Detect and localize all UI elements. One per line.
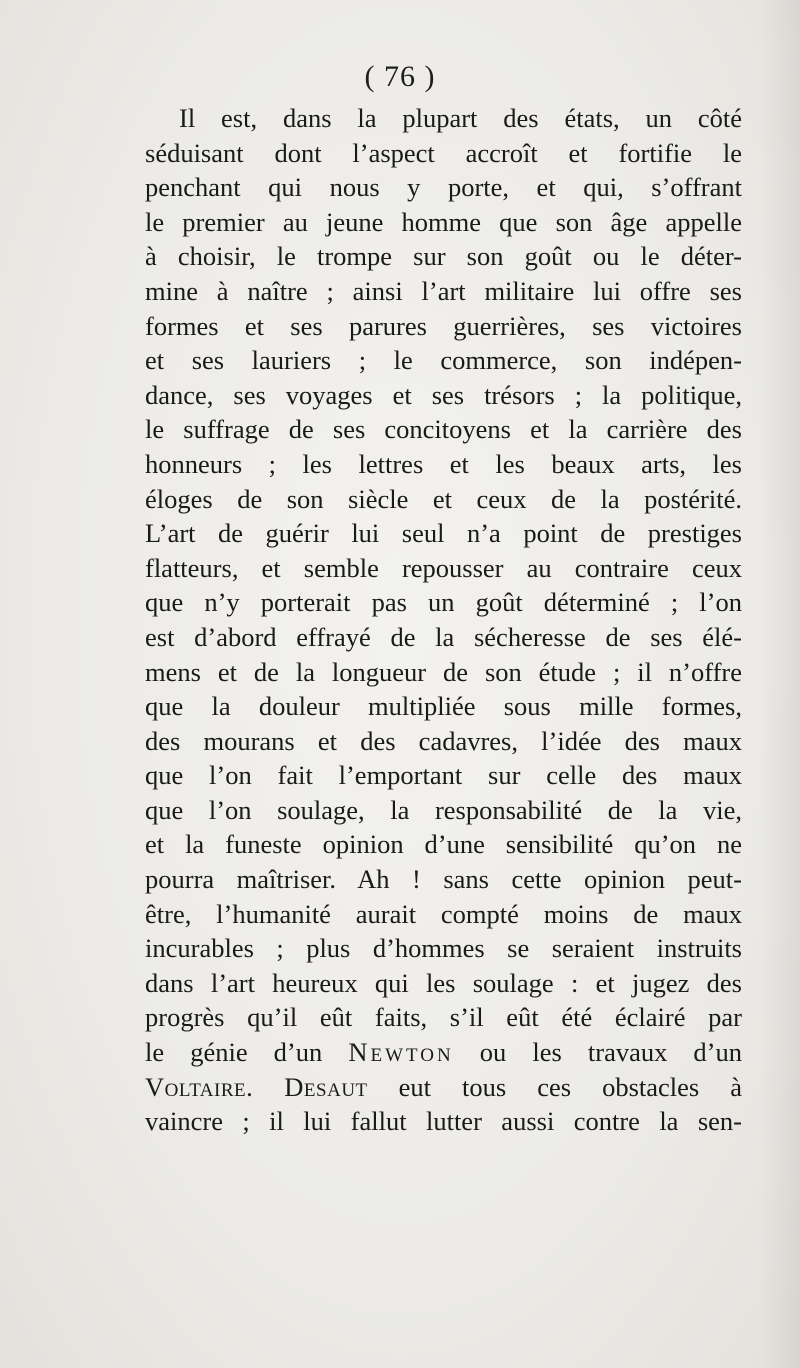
text-line: éloges de son siècle et ceux de la postérité.: [145, 483, 742, 514]
text-line: penchant qui nous y porte, et qui, s’offrant: [145, 172, 742, 203]
text-line: flatteurs, et semble repousser au contraire ceux: [145, 552, 742, 583]
text-line: progrès qu’il eût faits, s’il eût été éclairé par: [145, 1002, 742, 1033]
text-line: séduisant dont l’aspect accroît et fortifie le: [145, 137, 742, 168]
text-segment: eut tous ces obstacles à: [398, 1071, 742, 1102]
text-line: Il est, dans la plupart des états, un côté: [179, 103, 742, 133]
text-line: le premier au jeune homme que son âge appelle: [145, 206, 742, 237]
text-line: est d’abord effrayé de la sécheresse de ses élé-: [145, 621, 742, 652]
page-number: ( 76 ): [364, 60, 436, 93]
person-name-voltaire: Voltaire.: [145, 1071, 254, 1102]
text-line: vaincre ; il lui fallut lutter aussi contre la sen-: [145, 1106, 742, 1137]
text-segment: le génie d’un: [145, 1037, 323, 1068]
person-name-desaut: Desaut: [284, 1071, 368, 1102]
text-line: et la funeste opinion d’une sensibilité qu’on ne: [145, 829, 742, 860]
text-line: pourra maîtriser. Ah ! sans cette opinion peut-: [145, 864, 742, 895]
text-line: que l’on fait l’emportant sur celle des maux: [145, 760, 742, 791]
text-line-newton: [145, 1035, 742, 1070]
text-line: que l’on soulage, la responsabilité de la vie,: [145, 794, 742, 825]
text-line: des mourans et des cadavres, l’idée des maux: [145, 725, 742, 756]
text-line: dans l’art heureux qui les soulage : et jugez des: [145, 967, 742, 998]
text-line: que la douleur multipliée sous mille formes,: [145, 691, 742, 722]
text-line: L’art de guérir lui seul n’a point de prestiges: [145, 518, 742, 549]
text-line-voltaire: [145, 1070, 742, 1105]
text-line: que n’y porterait pas un goût déterminé ; l’on: [145, 587, 742, 618]
text-line: et ses lauriers ; le commerce, son indépen-: [145, 345, 742, 376]
text-line: mine à naître ; ainsi l’art militaire lui offre ses: [145, 275, 742, 306]
text-line: honneurs ; les lettres et les beaux arts, les: [145, 448, 742, 479]
text-line: mens et de la longueur de son étude ; il n’offre: [145, 656, 742, 687]
text-line: à choisir, le trompe sur son goût ou le déter-: [145, 241, 742, 272]
text-segment: ou les travaux d’un: [479, 1037, 742, 1068]
text-line: le suffrage de ses concitoyens et la carrière des: [145, 414, 742, 445]
page-edge-shadow: [760, 0, 800, 1368]
text-line: dance, ses voyages et ses trésors ; la politique,: [145, 379, 742, 410]
person-name-newton: Newton: [348, 1037, 454, 1068]
body-text: [145, 101, 742, 1139]
text-line: être, l’humanité aurait compté moins de maux: [145, 898, 742, 929]
text-line: incurables ; plus d’hommes se seraient instruits: [145, 933, 742, 964]
text-line: formes et ses parures guerrières, ses victoires: [145, 310, 742, 341]
